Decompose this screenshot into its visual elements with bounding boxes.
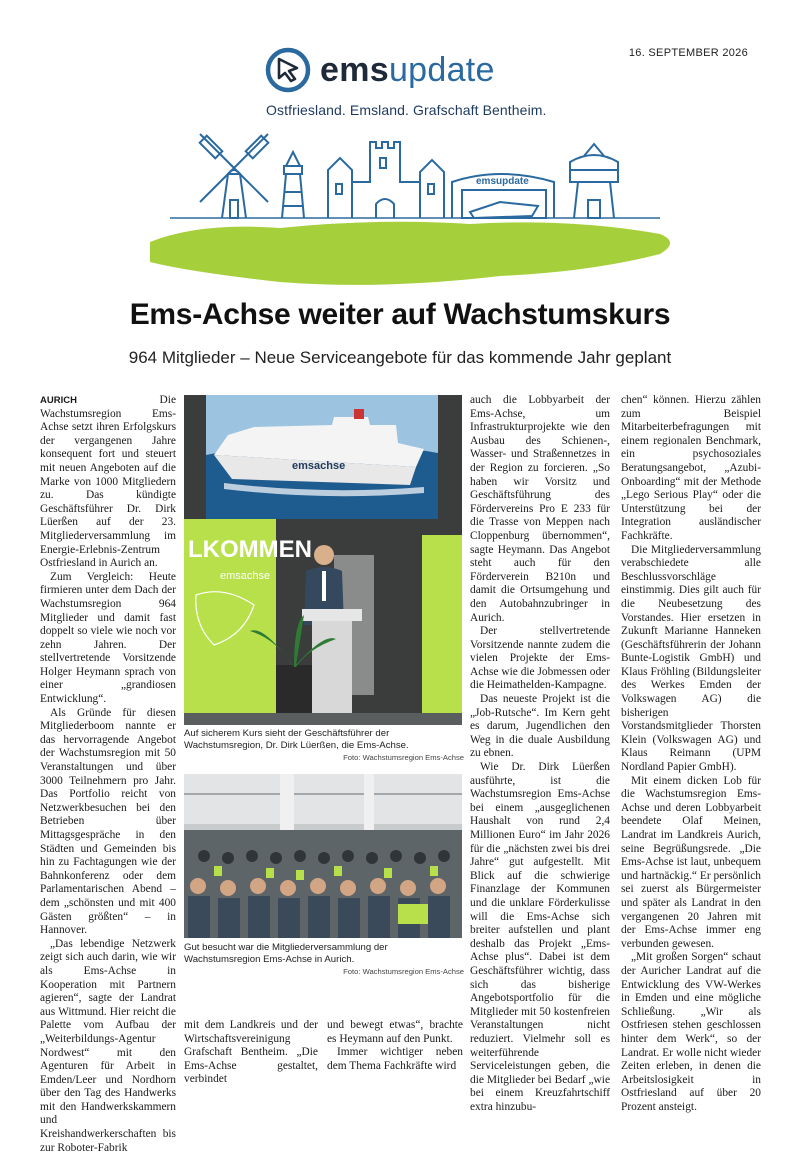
paragraph: Immer wichtiger neben dem Thema Fachkräfte wird: [327, 1046, 463, 1072]
speaker-photo-illustration: [184, 395, 462, 725]
article-column-2b: [327, 1019, 463, 1073]
skyline-illustration: [140, 122, 680, 290]
dateline: AURICH: [40, 395, 77, 406]
article-column-2a: [184, 1019, 318, 1087]
paragraph: Der stellvertretende Vorsitzende nannte zudem die vielen Projekte der Ems-Achse wie die Jobmessen oder die Heimathelden-Kampagne.: [470, 625, 610, 692]
caption-text: Gut besucht war die Mitgliederversammlung der Wachstumsregion Ems-Achse in Aurich.: [184, 942, 388, 965]
article-subheadline: 964 Mitglieder – Neue Serviceangebote für das kommende Jahr geplant: [128, 348, 672, 367]
audience-photo-illustration: [184, 774, 462, 938]
hall-sign-label: emsupdate: [476, 176, 529, 187]
photo-credit: Foto: Wachstumsregion Ems-Achse: [343, 967, 464, 976]
paragraph: Zum Vergleich: Heute firmieren unter dem Dach der Wachstumsregion 964 Mitglieder und damit fast doppelt so viele wie noch vor zehn Jahren. Der stellvertretende Vorsitzende Holger Heymann sprach von einer „grandiosen Entwicklung“.: [40, 570, 176, 706]
paragraph: Wie Dr. Dirk Lüerßen ausführte, ist die Wachstumsregion Ems-Achse bei einem „ausgeglichenen Haushalt von rund 2,4 Millionen Euro“ im Jahr 2026 für die „nächsten zwei bis drei Jahre“ gut aufgestellt. Mit Blick auf die schwierige Finanzlage der Kommunen und die unklare Förderkulisse will die Ems-Achse sich breiter aufstellen und plant deshalb das Projekt „Ems-Achse plus“. Dabei ist dem Geschäftsführer wichtig, dass sich das bisherige Angebotsportfolio für die Mitglieder mit 50 kostenfreien Veranstaltungen nicht reduziert. Vielmehr soll es weiterführende Serviceleistungen geben, die die Mitglieder bei Bedarf „wie bei einem Kreuzfahrtschiff extra hinzubu-: [470, 761, 610, 1113]
masthead: [0, 0, 800, 290]
photo-speaker: [184, 395, 462, 725]
grass-shape: [150, 222, 670, 285]
windmill-icon: [200, 134, 269, 218]
paragraph: auch die Lobbyarbeit der Ems-Achse, um Infrastrukturprojekte wie den Ausbau des Schienen-, Wasser- und Straßennetzes in der Region zu forcieren. „So haben wir Vorsitz und Geschäftsführung des Fördervereins Pro E 233 für die Trasse von Meppen nach Cloppenburg übernommen“, sagte Heymann. Das Angebot steht auch für den Förderverein B210n und damit die Ortsumgehung und den Autobahnzubringer in Aurich.: [470, 394, 610, 624]
paragraph: „Das lebendige Netzwerk zeigt sich auch darin, wie wir als Ems-Achse in Kooperation mit Partnern agieren“, sagte der Landrat aus Wittmund. Hier reicht die Palette vom Aufbau der „Weiterbildungs-Agentur Nordwest“ mit den Agenturen für Arbeit in Emden/Leer und Nordhorn über den Tag des Handwerks mit den Handwerkskammern und Kreishandwerkerschaften bis zur Roboter-Fabrik: [40, 937, 176, 1154]
article-column-4: [621, 394, 761, 1114]
banner-sub-text: emsachse: [220, 570, 271, 582]
photo-caption: [184, 728, 464, 764]
paragraph-text: Die Wachstumsregion Ems-Achse setzt ihren Erfolgskurs der vergangenen Jahre konsequent fort und steuert mit neuen Angeboten auf die Marke von 1000 Mitgliedern zu. Das kündigte Geschäftsführer Dr. Dirk Lüerßen auf der 23. Mitgliederversammlung im Energie-Erlebnis-Zentrum Ostfriesland in Aurich an.: [40, 394, 176, 570]
paragraph: Die Mitgliederversammlung verabschiedete alle Beschlussvorschläge einstimmig. Dies gilt auch für die Neubesetzung des Vorstandes. Hier ersetzen in Zukunft Marianne Hanneken (Geschäftsführerin der Johann Bunte-Logistik GmbH) und Klaus Fröhling (Bildungsleiter des Werkes Emden der Volkswagen AG) die bisherigen Vorstandsmitglieder Thorsten Klein (Volkswagen AG) und Klaus Reimann (UPM Nordland Papier GmbH).: [621, 543, 761, 774]
ship-label: emsachse: [292, 460, 346, 472]
article-headline: Ems-Achse weiter auf Wachstumskurs: [129, 298, 671, 331]
article-column-3: [470, 394, 610, 1114]
logo-light: update: [388, 50, 495, 89]
paragraph: chen“ können. Hierzu zählen zum Beispiel Mitarbeiterbefragungen mit einem regionalen Benchmark, ein psychosoziales Beratungsangebot, „Azubi-Onboarding“ mit der Methode „Lego Serious Play“ oder die Unterstützung bei der Integration ausländischer Fachkräfte.: [621, 394, 761, 542]
photo-audience: [184, 774, 462, 938]
water-tower-icon: [570, 144, 618, 218]
issue-date: 16. SEPTEMBER 2026: [628, 47, 748, 59]
paragraph: mit dem Landkreis und der Wirtschaftsvereinigung Grafschaft Bentheim. „Die Ems-Achse gestaltet, verbindet: [184, 1019, 318, 1086]
caption-text: Auf sicherem Kurs sieht der Geschäftsführer der Wachstumsregion, Dr. Dirk Lüerßen, die Ems-Achse.: [184, 728, 409, 751]
photo-credit: Foto: Wachstumsregion Ems-Achse: [343, 753, 464, 762]
photo-caption: [184, 942, 464, 978]
logo-bold: ems: [320, 50, 389, 89]
paragraph: „Mit großen Sorgen“ schaut der Auricher Landrat auf die Entwicklung des VW-Werkes in Emden und eine mögliche Schließung. „Wir als Ostfriesen stehen geschlossen hinter dem Werk“, so der Landrat. Er wolle nicht wieder Zeiten erleben, in denen die Arbeitslosigkeit in Ostfriesland auf über 20 Prozent ansteigt.: [621, 951, 761, 1113]
paragraph: Als Gründe für diesen Mitgliederboom nannte er das hervorragende Angebot der Wachstumsregion mit 50 Veranstaltungen und über 3000 Teilnehmern pro Jahr. Das Portfolio reicht von Netzwerkbesuchen bei den Betrieben über Mittagsgespräche in den Städten und Gemeinden bis hin zu Fachtagungen wie der Bahnkonferenz oder dem Parlamentarischen Abend – dem „schönsten und mit 400 Gästen größten“ – in Hannover.: [40, 706, 176, 937]
brand-logo: [264, 42, 495, 98]
welcome-banner-text: LKOMMEN: [188, 536, 312, 563]
article-column-1: [40, 394, 176, 1155]
paragraph: Mit einem dicken Lob für die Wachstumsregion Ems-Achse und deren Lobbyarbeit beendete Olaf Meinen, Landrat im Landkreis Aurich, seine Begrüßungsrede. „Die Ems-Achse ist laut, unbequem und hartnäckig.“ Er persönlich sei zuerst als Bürgermeister und später als Landrat in den vergangenen 20 Jahren mit der Ems-Achse immer eng verbunden gewesen.: [621, 774, 761, 950]
tagline: Ostfriesland. Emsland. Grafschaft Bentheim.: [266, 102, 547, 118]
paragraph: [40, 394, 176, 571]
paragraph: Das neueste Projekt ist die „Job-Rutsche“. Im Kern geht es darum, Jugendlichen den Weg in die duale Ausbildung zu ebnen.: [470, 693, 610, 760]
castle-icon: [328, 142, 444, 218]
paragraph: und bewegt etwas“, brachte es Heymann auf den Punkt.: [327, 1019, 463, 1045]
logo-wordmark: [320, 51, 495, 90]
lighthouse-icon: [282, 152, 304, 218]
cursor-arrow-icon: [264, 46, 312, 94]
